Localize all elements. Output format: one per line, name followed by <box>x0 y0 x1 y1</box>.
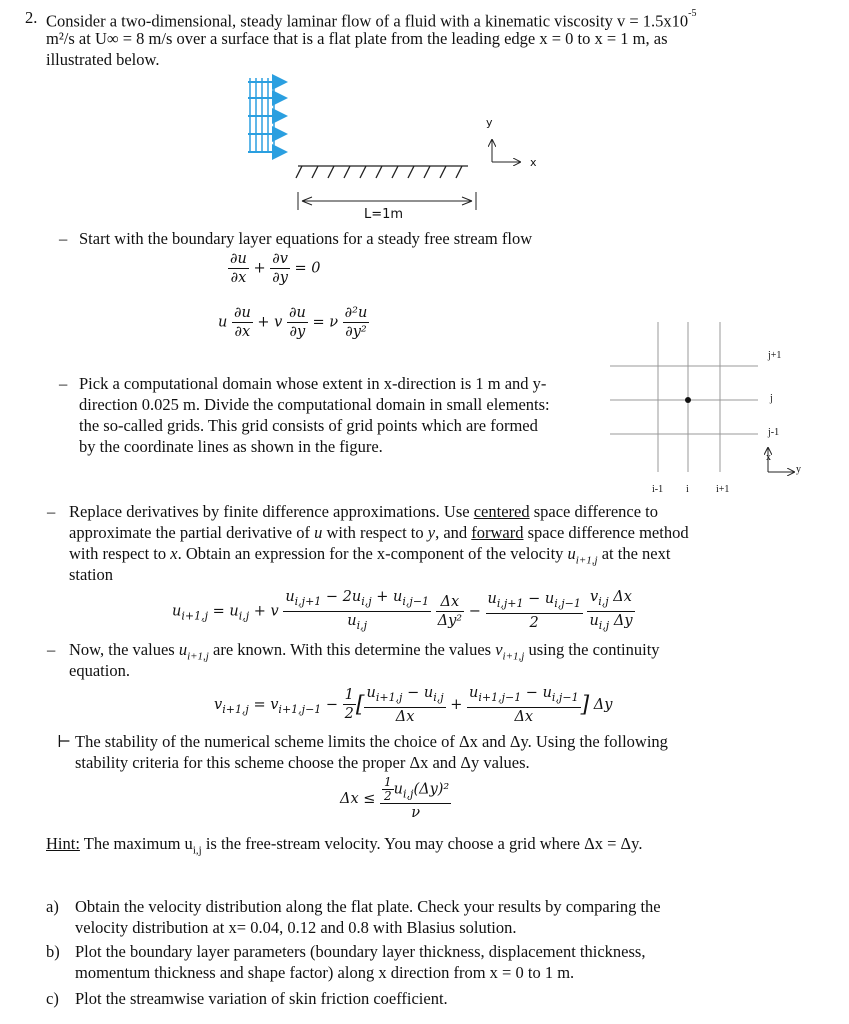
step5-line-2: stability criteria for this scheme choose the proper Δx and Δy values. <box>75 753 530 772</box>
question-a-line-2: velocity distribution at x= 0.04, 0.12 and 0.8 with Blasius solution. <box>75 918 517 937</box>
step2-line-3: the so-called grids. This grid consists of grid points which are formed <box>79 416 538 435</box>
step5-line-1: The stability of the numerical scheme limits the choice of Δx and Δy. Using the following <box>75 732 668 751</box>
bullet-dash: – <box>59 374 68 393</box>
hint-line: Hint: The maximum $u_{i,j}$ is the free-stream velocity. You may choose a grid where Δx = Δy. <box>46 834 643 857</box>
bullet-dash: – <box>47 640 56 659</box>
question-b-line-2: momentum thickness and shape factor) along x direction from x = 0 to 1 m. <box>75 963 575 982</box>
continuity-equation: $\frac{\partial u}{\partial x}$ + $\frac{\partial v}{\partial y}$ = 0 <box>230 251 321 286</box>
step3-line-2: approximate the partial derivative of u with respect to y, and forward space difference method <box>69 523 689 542</box>
grid-figure <box>610 322 820 492</box>
question-a-line-1: Obtain the velocity distribution along the flat plate. Check your results by comparing the <box>75 897 661 916</box>
free-stream-arrows <box>248 82 286 152</box>
step2-line-2: direction 0.025 m. Divide the computational domain in small elements: <box>79 395 550 414</box>
row-label-j-minus-1: j-1 <box>768 427 780 438</box>
problem-number: 2. <box>25 8 38 27</box>
intro-exponent: -5 <box>688 8 697 19</box>
grid-axis-x-label: x <box>766 452 771 463</box>
u-update-equation: $u_{i+1,j} = u_{i,j} + v$ $\frac{u_{i,j+1} - 2u_{i,j} + u_{i,j-1}}{u_{i,j}}$ $\frac{\Delta x}{\text{Δy²}}$ − $\frac{u_{i,j+1} - u_{i,j-1}}{2}$ $\frac{v_{i,j} \Delta x}{u_{i,j} \Delta y}$ <box>172 589 633 632</box>
step3-line-3: with respect to x. Obtain an expression for the x-component of the velocity $u_{i+1,j}$ at the next <box>69 544 671 567</box>
intro-line-1: Consider a two-dimensional, steady laminar flow of a fluid with a kinematic viscosity $v = 1.5x10^{-5}$ <box>46 8 697 31</box>
axes-icon <box>492 140 520 162</box>
step4-line-2: equation. <box>69 661 130 680</box>
col-label-i-plus-1: i+1 <box>716 484 730 495</box>
axis-x-label: x <box>530 156 537 169</box>
grid-point <box>685 397 691 403</box>
step2-line-1: Pick a computational domain whose extent in x-direction is 1 m and y- <box>79 374 547 393</box>
step4-line-1: Now, the values $u_{i+1,j}$ are known. With this determine the values $v_{i+1,j}$ using the continuity <box>69 640 660 663</box>
bullet-dash: – <box>59 229 68 248</box>
flat-plate-figure <box>230 70 570 230</box>
row-label-j: j <box>770 393 773 404</box>
step3-line-1: Replace derivatives by finite difference approximations. Use centered space difference to <box>69 502 659 521</box>
question-b-line-1: Plot the boundary layer parameters (boundary layer thickness, displacement thickness, <box>75 942 646 961</box>
v-update-equation: $v_{i+1,j} = v_{i+1,j-1}$ − $\frac{1}{2}$ [ $\frac{u_{i+1,j} - u_{i,j}}{\Delta x}$ + $\frac{u_{i+1,j-1} - u_{i,j-1}}{\Delta x}$ ] Δy <box>214 685 613 725</box>
col-label-i: i <box>686 484 689 495</box>
intro-line-2: m²/s at U∞ = 8 m/s over a surface that is a flat plate from the leading edge x = 0 to x = 1 m, as <box>46 29 668 48</box>
question-b-label: b) <box>46 942 60 961</box>
question-c-line-1: Plot the streamwise variation of skin friction coefficient. <box>75 989 448 1008</box>
bullet-dash: ⊢ <box>57 732 72 751</box>
intro-line-3: illustrated below. <box>46 50 160 69</box>
flat-plate <box>296 166 468 178</box>
length-label: L=1m <box>364 207 404 222</box>
col-label-i-minus-1: i-1 <box>652 484 664 495</box>
axis-y-label: y <box>486 116 493 129</box>
row-label-j-plus-1: j+1 <box>768 350 782 361</box>
bullet-dash: – <box>47 502 56 521</box>
question-c-label: c) <box>46 989 59 1008</box>
step1-text: Start with the boundary layer equations for a steady free stream flow <box>79 229 533 248</box>
momentum-equation: u $\frac{\partial u}{\partial x}$ + v $\frac{\partial u}{\partial y}$ = ν $\frac{\text{∂²u}}{\text{∂y²}}$ <box>218 305 368 340</box>
grid-axis-y-label: y <box>796 464 801 475</box>
step2-line-4: by the coordinate lines as shown in the figure. <box>79 437 383 456</box>
step3-line-4: station <box>69 565 113 584</box>
question-a-label: a) <box>46 897 59 916</box>
stability-criterion: Δx ≤ $\frac{1}{2}$ $u_{i,j}(\Delta y)^2$ ν <box>340 775 450 822</box>
